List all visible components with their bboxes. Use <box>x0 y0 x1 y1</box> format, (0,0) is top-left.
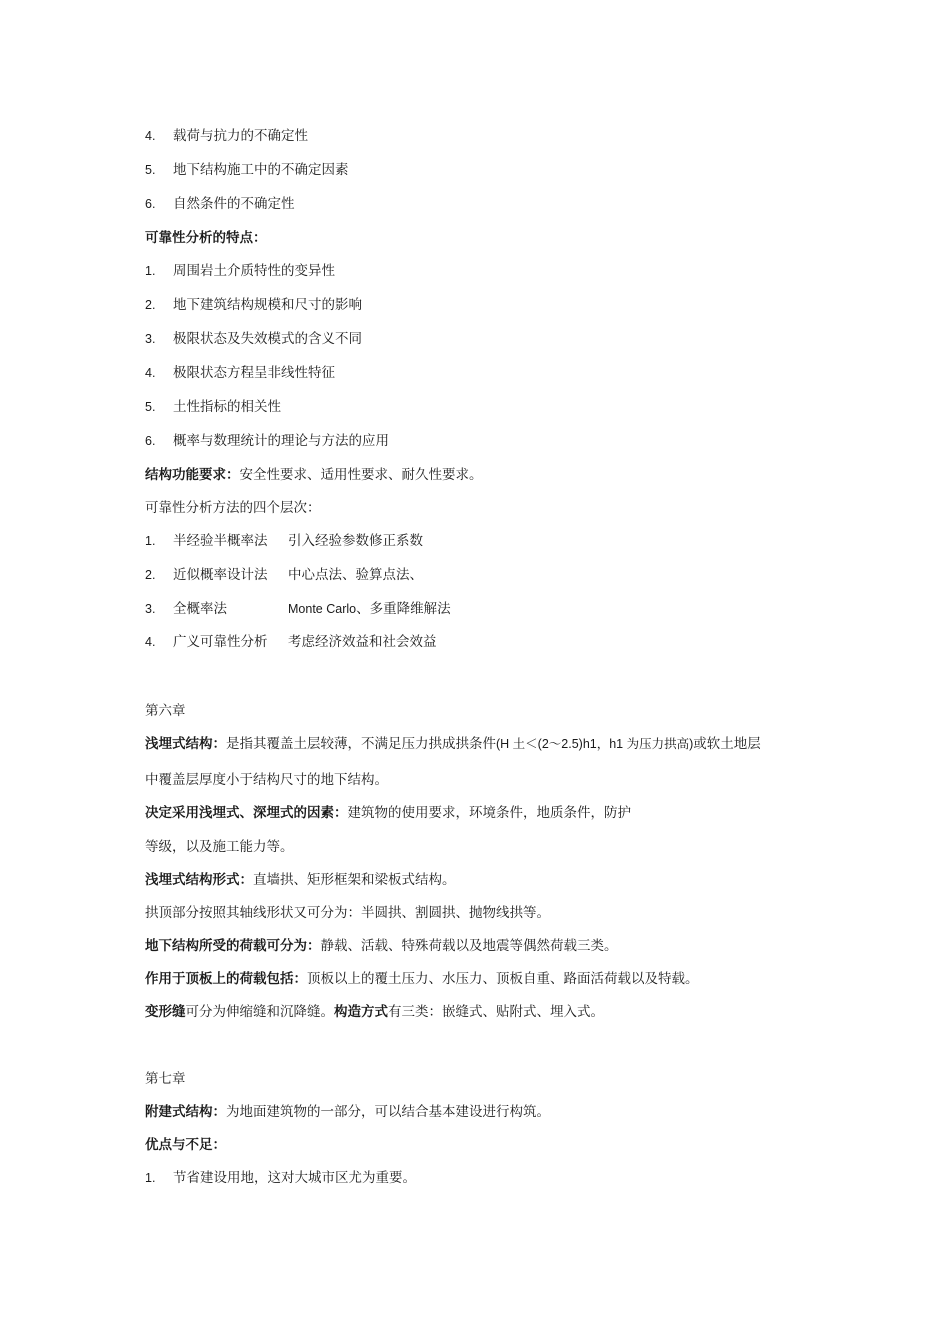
chapter-title: 第六章 <box>145 703 186 719</box>
paragraph: 浅埋式结构：是指其覆盖土层较薄，不满足压力拱成拱条件(H 土＜(2～2.5)h1，h1 为压力拱高)或软土地层 <box>145 736 761 752</box>
list-item: 1. 周围岩土介质特性的变异性 <box>145 263 335 279</box>
list-item: 6. 自然条件的不确定性 <box>145 196 295 212</box>
list-item: 4. 极限状态方程呈非线性特征 <box>145 365 335 381</box>
paragraph: 中覆盖层厚度小于结构尺寸的地下结构。 <box>145 772 388 788</box>
paragraph: 结构功能要求：安全性要求、适用性要求、耐久性要求。 <box>145 467 483 483</box>
list-item: 5. 地下结构施工中的不确定因素 <box>145 162 349 178</box>
list-item: 2. 地下建筑结构规模和尺寸的影响 <box>145 297 362 313</box>
paragraph: 变形缝可分为伸缩缝和沉降缝。构造方式有三类：嵌缝式、贴附式、埋入式。 <box>145 1004 604 1020</box>
list-item: 3. 全概率法 Monte Carlo、多重降维解法 <box>145 601 451 617</box>
paragraph: 等级，以及施工能力等。 <box>145 839 294 855</box>
paragraph: 决定采用浅埋式、深埋式的因素：建筑物的使用要求，环境条件，地质条件，防护 <box>145 805 631 821</box>
list-item: 2. 近似概率设计法 中心点法、验算点法、 <box>145 567 423 583</box>
list-item: 4. 载荷与抗力的不确定性 <box>145 128 308 144</box>
list-item: 6. 概率与数理统计的理论与方法的应用 <box>145 433 389 449</box>
section-heading: 优点与不足： <box>145 1137 226 1153</box>
paragraph: 地下结构所受的荷载可分为：静载、活载、特殊荷载以及地震等偶然荷载三类。 <box>145 938 618 954</box>
paragraph: 附建式结构：为地面建筑物的一部分，可以结合基本建设进行构筑。 <box>145 1104 550 1120</box>
list-item: 5. 土性指标的相关性 <box>145 399 281 415</box>
paragraph: 浅埋式结构形式：直墙拱、矩形框架和梁板式结构。 <box>145 872 456 888</box>
section-heading: 可靠性分析的特点： <box>145 230 267 246</box>
list-item: 4. 广义可靠性分析 考虑经济效益和社会效益 <box>145 634 437 650</box>
chapter-title: 第七章 <box>145 1071 186 1087</box>
list-item: 3. 极限状态及失效模式的含义不同 <box>145 331 362 347</box>
paragraph: 作用于顶板上的荷载包括：顶板以上的覆土压力、水压力、顶板自重、路面活荷载以及特载。 <box>145 971 699 987</box>
list-item: 1. 节省建设用地，这对大城市区尤为重要。 <box>145 1170 416 1186</box>
section-heading: 可靠性分析方法的四个层次： <box>145 500 321 516</box>
paragraph: 拱顶部分按照其轴线形状又可分为：半圆拱、割圆拱、抛物线拱等。 <box>145 905 550 921</box>
list-item: 1. 半经验半概率法 引入经验参数修正系数 <box>145 533 423 549</box>
